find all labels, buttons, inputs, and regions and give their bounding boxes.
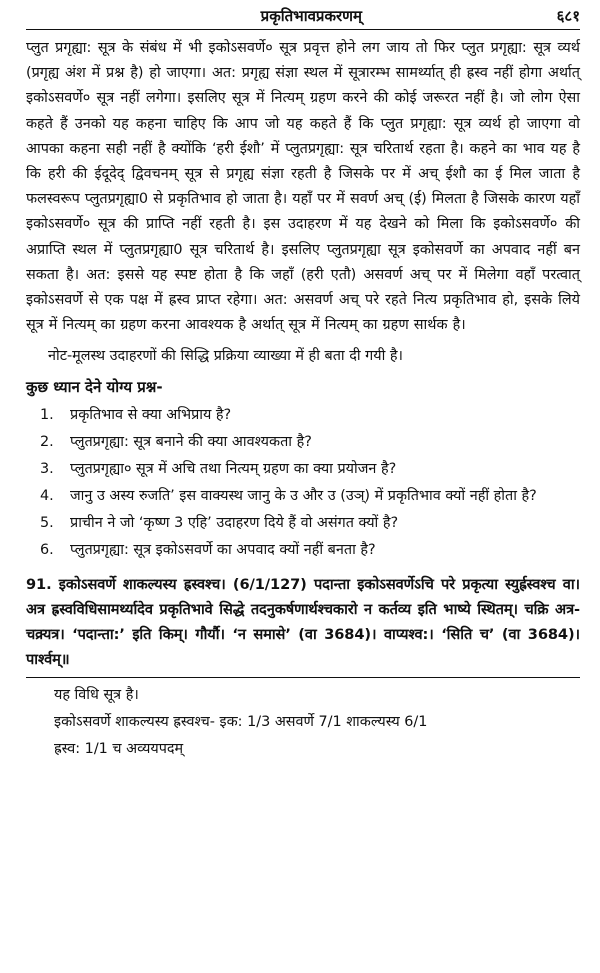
question-text: प्लुतप्रगृह्या० सूत्र में अचि तथा नित्यम् ग्रहण का क्या प्रयोजन है? <box>70 460 397 477</box>
analysis-line: इकोऽसवर्णे शाकल्यस्य ह्रस्वश्च- इक: 1/3 असवर्णे 7/1 शाकल्यस्य 6/1 <box>54 714 428 731</box>
page-number: ६८१ <box>556 7 580 25</box>
question-number: 6. <box>40 541 54 558</box>
running-title: प्रकृतिभावप्रकरणम् <box>260 7 362 25</box>
question-number: 3. <box>40 460 54 477</box>
page-header <box>26 0 580 30</box>
question-number: 2. <box>40 433 54 450</box>
question-number: 4. <box>40 487 54 504</box>
section-divider <box>26 677 580 678</box>
question-item <box>26 456 580 483</box>
question-text: जानु उ अस्य रुजति’ इस वाक्यस्थ जानु के उ और उ (उञ्) में प्रकृतिभाव क्यों नहीं होता है? <box>70 487 537 504</box>
analysis-line: यह विधि सूत्र है। <box>54 687 139 704</box>
question-item <box>26 429 580 456</box>
questions-heading: कुछ ध्यान देने योग्य प्रश्न- <box>26 377 163 396</box>
question-item <box>26 402 580 429</box>
question-text: प्राचीन ने जो ‘कृष्ण 3 एहि’ उदाहरण दिये हैं वो असंगत क्यों है? <box>70 514 399 531</box>
question-text: प्लुतप्रगृह्या: सूत्र बनाने की क्या आवश्यकता है? <box>70 433 312 450</box>
note-line: नोट-मूलस्थ उदाहरणों की सिद्धि प्रक्रिया व्याख्या में ही बता दी गयी है। <box>48 348 404 365</box>
question-item <box>26 483 580 510</box>
question-number: 5. <box>40 514 54 531</box>
question-text: प्लुतप्रगृह्या: सूत्र इकोऽसवर्णे का अपवाद क्यों नहीं बनता है? <box>70 541 376 558</box>
question-number: 1. <box>40 406 54 423</box>
question-item <box>26 510 580 537</box>
sutra-analysis <box>26 682 580 763</box>
sutra-block: 91. इकोऽसवर्णे शाकल्यस्य ह्रस्वश्च। (6/1/127) पदान्ता इकोऽसवर्णेऽचि परे प्रकृत्या स्युर्ह्रस्वश्च वा। अत्र ह्रस्वविधिसामर्थ्यादेव प्रकृतिभावे सिद्धे तदनुकर्षणार्थश्चकारो न कर्तव्य इति भाष्ये स्थितम्। चक्रि अत्र-चक्र्यत्र। ‘पदान्ता:’ इति किम्। गौर्यौ। ‘न समासे’ (वा 3684)। वाप्यश्व:। ‘सिति च’ (वा 3684)। पार्श्वम्॥ <box>26 575 580 669</box>
question-text: प्रकृतिभाव से क्या अभिप्राय है? <box>70 406 232 423</box>
question-item <box>26 537 580 564</box>
explanation-paragraph: प्लुत प्रगृह्या: सूत्र के संबंध में भी इकोऽसवर्णे० सूत्र प्रवृत्त होने लग जाय तो फिर प्लुत प्रगृह्या: सूत्र व्यर्थ (प्रगृह्य अंश में प्रश्न है) हो जाएगा। अत: प्रगृह्य संज्ञा स्थल में सूत्रारम्भ सामर्थ्यात् ही ह्रस्व नहीं होगा अर्थात् इकोऽसवर्णे० सूत्र नहीं लगेगा। इसलिए सूत्र में नित्यम् ग्रहण करने की कोई जरूरत नहीं है। जो लोग ऐसा कहते हैं उनको यह कहना चाहिए कि आप जो यह कहते हैं कि प्लुत प्रगृह्या: सूत्र व्यर्थ हो जाएगा वो आपका कहना सही नहीं है क्योंकि ‘हरी ईशौ’ में प्लुतप्रगृह्या: सूत्र चरितार्थ रहता है। कहने का भाव यह है कि हरी की ईदूदेद् द्विवचनम् सूत्र से प्रगृह्य संज्ञा रहती है जिसके पर में अच् ईशौ का ई मिल जाता है फलस्वरूप प्लुतप्रगृह्या0 से प्रकृतिभाव हो जाता है। यहाँ पर में सवर्ण अच् (ई) मिलता है जिसके कारण यहाँ इकोऽसवर्णे० सूत्र की प्राप्ति नहीं रहती है। इस उदाहरण में यह देखने को मिला कि इकोऽसवर्णे० की अप्राप्ति स्थल में प्लुतप्रगृह्या0 सूत्र चरितार्थ है। इसलिए प्लुतप्रगृह्या सूत्र इकोसवर्णे का अपवाद नहीं बन सकता है। अत: इससे यह स्पष्ट होता है कि जहाँ (हरी एतौ) असवर्ण अच् पर में मिलेगा वहाँ परत्वात् इकोऽसवर्णे से एक पक्ष में ह्रस्व प्राप्त रहेगा। अत: असवर्ण अच् परे रहते नित्य प्रकृतिभाव हो, इसके लिये सूत्र में नित्यम् का ग्रहण करना आवश्यक है अर्थात् सूत्र में नित्यम् का ग्रहण सार्थक है। <box>26 40 580 334</box>
analysis-line: ह्रस्व: 1/1 च अव्ययपदम् <box>54 741 184 758</box>
question-list <box>26 402 580 564</box>
